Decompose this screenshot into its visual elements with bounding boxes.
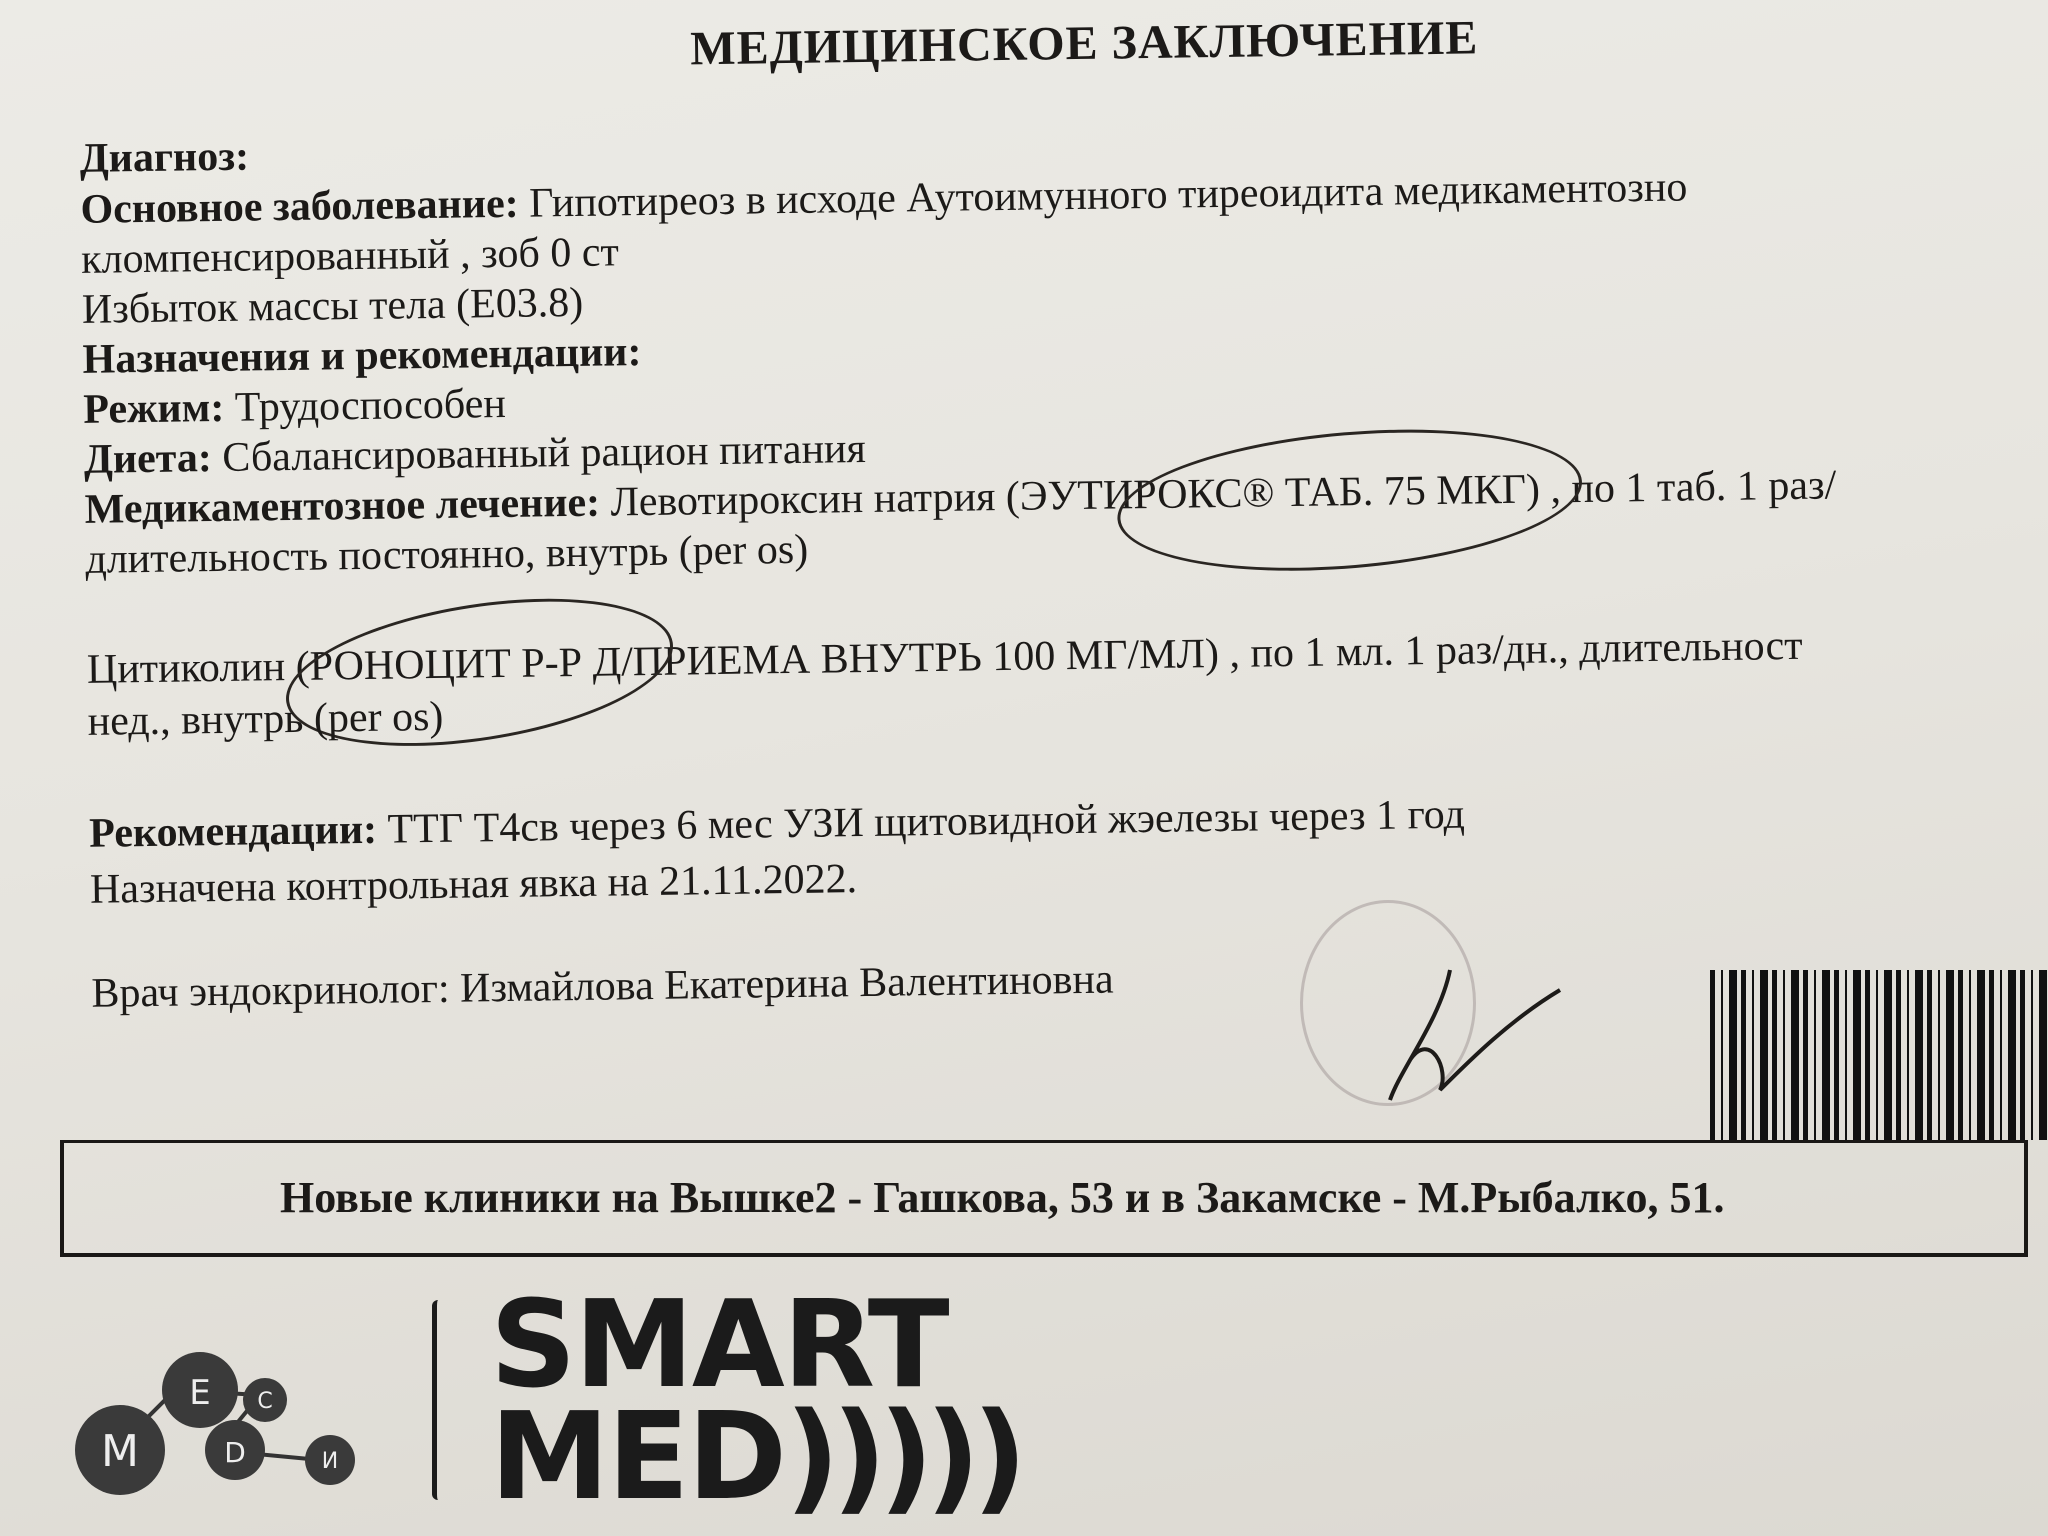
footer-clinics-text: Новые клиники на Вышке2 - Гашкова, 53 и в Закамске - М.Рыбалко, 51.: [280, 1173, 1725, 1222]
diet-value: Сбалансированный рацион питания: [222, 425, 867, 481]
medication-label: Медикаментозное лечение:: [84, 479, 601, 533]
main-disease-label: Основное заболевание:: [80, 180, 519, 233]
medsi-letter-e: E: [189, 1373, 211, 1413]
smartmed-word-med: [490, 1388, 1020, 1527]
doctor-label: Врач эндокринолог:: [91, 965, 450, 1017]
medsi-letter-m: M: [101, 1426, 139, 1477]
medsi-letter-d: D: [224, 1436, 246, 1469]
regime-label: Режим:: [82, 384, 225, 433]
regime-value: Трудоспособен: [234, 380, 507, 431]
recommendations-value: ТТГ Т4св через 6 мес УЗИ щитовидной жэелезы через 1 год: [387, 791, 1466, 853]
smartmed-logo: [490, 1276, 1020, 1527]
extra-diagnosis: Избыток массы тела (E03.8): [81, 279, 584, 333]
doctor-name: Измайлова Екатерина Валентиновна: [459, 956, 1114, 1012]
medication-2-continuation: нед., внутрь (per os): [87, 693, 444, 745]
followup-line: Назначена контрольная явка на 21.11.2022.: [89, 856, 858, 913]
smartmed-word-smart: SMART: [490, 1276, 948, 1415]
medsi-letter-i: И: [321, 1449, 339, 1474]
smartmed-word-med-text: MED: [490, 1388, 785, 1527]
barcode: [1710, 970, 2048, 1140]
diet-label: Диета:: [83, 435, 213, 483]
logo-divider: [432, 1300, 447, 1500]
doctor-signature: [1380, 950, 1580, 1110]
recommendations-label: Рекомендации:: [88, 806, 378, 857]
medication-1-continuation: длительность постоянно, внутрь (per os): [85, 526, 809, 583]
smartmed-sound-waves-icon: ))))): [785, 1388, 1020, 1527]
medication-2-line: Цитиколин (РОНОЦИТ Р-Р Д/ПРИЕМА ВНУТРЬ 100 МГ/МЛ) , по 1 мл. 1 раз/дн., длительност: [86, 622, 1803, 693]
medsi-logo: [40, 1300, 400, 1530]
document-title: МЕДИЦИНСКОЕ ЗАКЛЮЧЕНИЕ: [689, 11, 1479, 76]
main-disease-continuation: кломпенсированный , зоб 0 ст: [80, 229, 620, 283]
regime-line: [83, 380, 506, 434]
prescriptions-heading: Назначения и рекомендации:: [82, 329, 642, 383]
medsi-letter-c: C: [257, 1389, 273, 1414]
medication-1-text: Левотироксин натрия (ЭУТИРОКС® ТАБ. 75 МКГ) , по 1 таб. 1 раз/: [610, 462, 1837, 526]
main-disease-text: Гипотиреоз в исходе Аутоимунного тиреоидита медикаментозно: [528, 164, 1688, 227]
diagnosis-heading: Диагноз:: [79, 133, 250, 182]
